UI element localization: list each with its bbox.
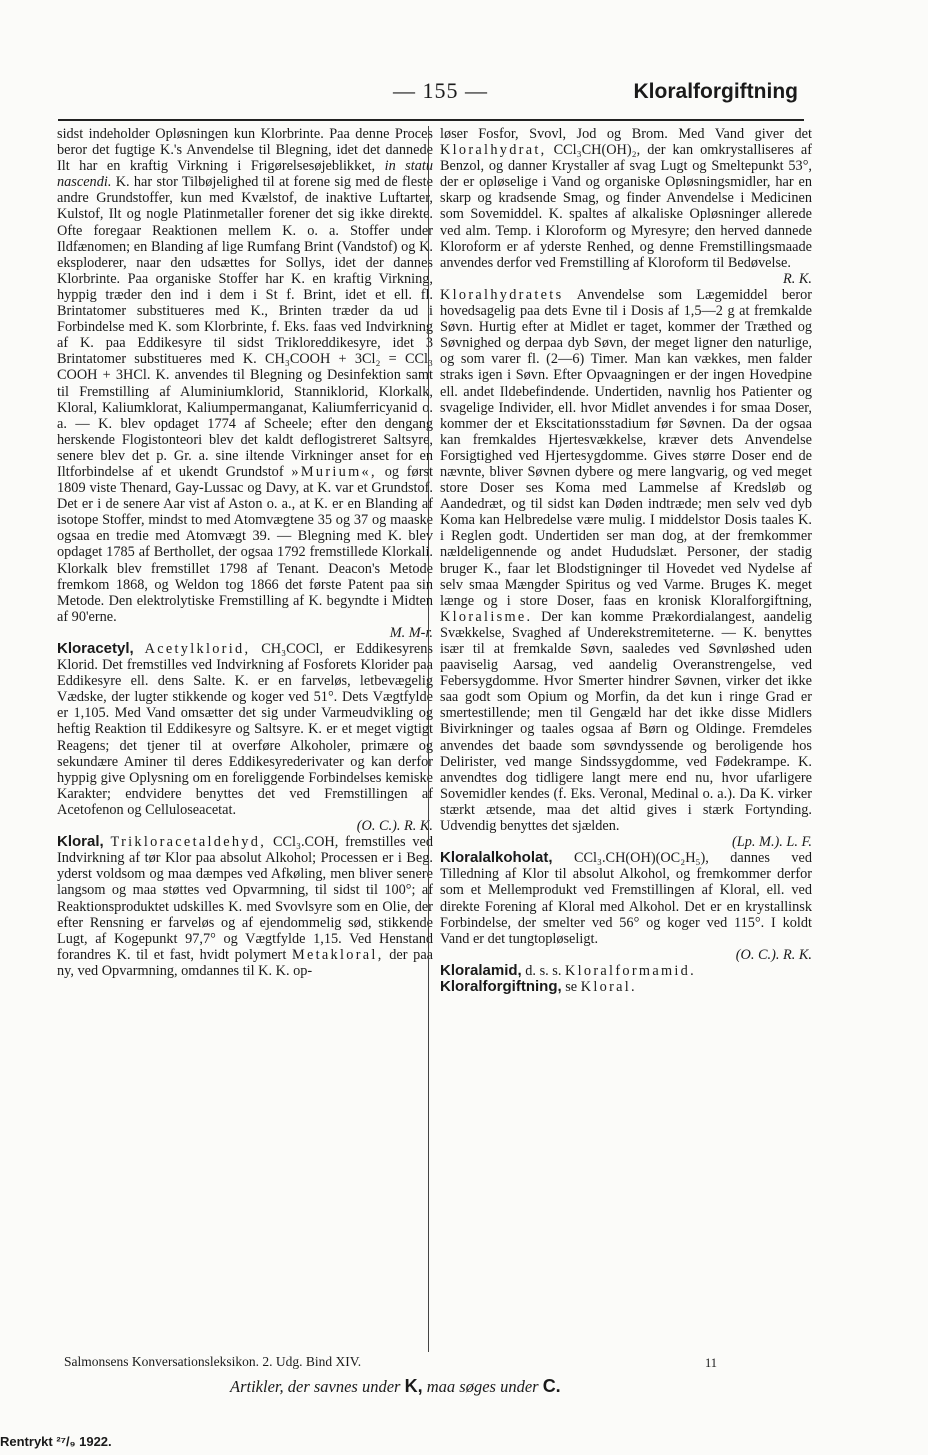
spaced-term: Kloralhydrat, [440, 142, 547, 159]
text: d. s. s. [525, 962, 562, 979]
note-text: Artikler, der savnes under [230, 1377, 401, 1396]
entry-kloralforgiftning [440, 979, 812, 995]
text: CCl₃CH(OH)₂, der kan omkrystalliseres af Benzol, og danner Krystaller af svag Lugt og Smeltepunkt 53°, der er opløselige i Vand og organiske Opløsningsmidler, har en skarp og kradsende Smag, og finder Anvendelse i Medicinen som Sovemiddel. K. spaltes af alkaliske Opløsninger allerede ved alm. Temp. i Kloroform og Myresyre; den herved dannede Kloroform er af yderste Renhed, og denne Fremstillingsmaade anvendes derfor ved Fremstilling af Kloroform til Bedøvelse. [440, 142, 812, 271]
author-signature: (O. C.). R. K. [356, 818, 433, 835]
running-head: Kloralforgiftning [633, 80, 798, 103]
publication-line: Salmonsens Konversationsleksikon. 2. Udg. Bind XIV. [64, 1354, 362, 1369]
note-text: maa søges under [426, 1377, 539, 1396]
text: og først 1809 viste Thenard, Gay-Lussac og Davy, at K. var et Grundstof. Det er i de senere Aar vist af Aston o. a., at K. er en Blanding af isotope Stoffer, mindst to med Atomvægtene 35 og 37 og maaske ogsaa en tredie med Atomvægt 39. — Blegning med K. blev opdaget 1785 af Berthollet, der ogsaa 1792 fremstillede Klorkali. Klorkalk blev fremstillet 1798 af Tenant. Deacon's Metode fremkom 1868, og Weldon tog 1866 det første Patent paa sin Metode. Den elektrolytiske Fremstilling af K. begyndte i Midten af 90'erne. [57, 463, 434, 625]
chlorine-article-continuation [57, 126, 433, 641]
kloralhydrat-usage [440, 287, 812, 850]
spaced-term: Kloralhydratets [440, 286, 564, 303]
text: CCl₃.COH, fremstilles ved Indvirkning af tør Klor paa absolut Alkohol; Processen er i Beg. yderst voldsom og maa dæmpes ved Afkøling, men bliver senere langsom og maa støttes ved Opvarmning, til sidst til 100°; af Reaktionsproduktet udskilles K. med Svovlsyre som en Olie, der efter Rensning er farveløs og af ejendommelig sød, stikkende Lugt, af Kogepunkt 97,7° og Vægtfylde 1,15. Ved Henstand forandres K. til et fast, hvidt polymert [57, 834, 434, 963]
author-signature: M. M-r. [389, 624, 433, 641]
spaced-term: Trikloracetaldehyd, [110, 834, 267, 851]
entry-kloral [57, 834, 433, 979]
spaced-term: Kloralformamid. [565, 962, 696, 979]
entry-title: Kloralamid, [440, 961, 522, 979]
column-divider [428, 126, 429, 1352]
text: CCl₃.CH(OH)(OC₂H₅), dannes ved Tilledning af Klor til absolut Alkohol, og fremkommer derfor som et Mellemprodukt ved Fremstillingen af Kloral, ell. ved direkte Forening af Kloral med Alkohol. Det er en krystallinsk Forbindelse, der smelter ved 56° og koger ved 115°. I koldt Vand er det tungtopløseligt. [440, 850, 812, 947]
text: Anvendelse som Lægemiddel beror hovedsagelig paa dets Evne til i Dosis af 1,5—2 g at fremkalde Søvn. Hurtig efter at Midlet er taget, kommer der Træthed og Søvnighed og derpaa dyb Søvn, der meget ligner den naturlige, og som varer fl. (2—6) Timer. Man kan vækkes, men falder straks igen i Søvn. Efter Opvaagningen er der ingen Hovedpine ell. andet Ildebefindende. Undertiden, navnlig hos Patienter og svagelige Individer, ell. hvor Midlet anvendes i for smaa Doser, kommer der et Ekscitationsstadium før Søvnen. Da der ogsaa kan fremkaldes Hjertesvækkelse, kræver dets Anvendelse Forsigtighed ved Hjertesygdomme. Gives større Doser end de nævnte, bliver Søvnen dybere og mere langvarig, og ved meget store Doser ses Koma med Lammelse af Kredsløb og Aandedræt, og til sidst kan Døden indtræde; men selv ved dyb Koma kan Helbredelse være mulig. I middelstor Dosis taales K. i Reglen godt. Undertiden ser man dog, at der fremkommer nældeligennende og andet Hududslæt. Personer, der stadig bruger K., faar let Blodstigninger til Hovedet ved Nydelse af selv smaa Mængder Spiritus og ved Varme. Bruges K. meget længe og i store Doser, faas en kronisk Kloralforgiftning, [440, 286, 812, 609]
sheet-number: 11 [705, 1356, 718, 1370]
spaced-term: Metakloral, [291, 946, 384, 963]
entry-title: Kloral, [57, 833, 104, 851]
note-letter-k: K, [404, 1376, 423, 1396]
reprint-date: Rentrykt ²⁷/₉ 1922. [0, 1434, 112, 1449]
spaced-term: Kloral. [580, 978, 637, 995]
entry-title: Kloracetyl, [57, 640, 134, 657]
page-header [393, 76, 798, 112]
text: løser Fosfor, Svovl, Jod og Brom. Med Vand giver det [440, 126, 812, 142]
kloral-continuation [440, 126, 812, 287]
entry-kloracetyl [57, 641, 433, 834]
spaced-term: Kloralisme. [440, 608, 533, 625]
entry-title: Kloralalkoholat, [440, 849, 553, 867]
right-column [440, 126, 812, 995]
page-number: — 155 — [393, 78, 488, 103]
note-letter-c: C. [542, 1376, 561, 1396]
text: se [565, 978, 578, 995]
author-signature: R. K. [783, 270, 812, 287]
italic-phrase: in statu nascendi. [57, 158, 433, 191]
text: der paa ny, ved Opvarmning, omdannes til K. K. op- [57, 946, 434, 979]
author-signature: (O. C.). R. K. [735, 946, 812, 963]
text: CH₃COCl, er Eddikesyrens Klorid. Det fremstilles ved Indvirkning af Fosforets Klorider paa Eddikesyre ell. dens Salte. K. er en farveløs, letbevægelig Vædske, der lugter stikkende og koger ved 51°. Dets Vægtfylde er 1,105. Med Vand omsætter det sig under Varmeudvikling og heftig Reaktion til Eddikesyre og Saltsyre. K. er et meget vigtigt Reagens; det tjener til at overføre Alkoholer, primære og sekundære Aminer til deres Eddikesyrederivater og kan derfor hyppig give Oplysning om en foreliggende Forbindelses kemiske Karakter; endvidere benyttes det ved Fremstillingen af Acetofenon og Celluloseacetat. [57, 641, 433, 818]
spaced-term: »Murium«, [291, 463, 377, 480]
footer-note [230, 1376, 561, 1397]
text: K. har stor Tilbøjelighed til at forene sig med de fleste andre Grundstoffer, kun med Kvælstof, de inaktive Luftarter, Kulstof, Ilt og nogle Platinmetaller forener det sig ikke direkte. Ofte foregaar Reaktionen mellem K. o. a. Stoffer under Ildfænomen; en Blanding af lige Rumfang Brint (Vandstof) og K. eksploderer, naar den udsættes for Sollys, idet der dannes Klorbrinte. Paa organiske Stoffer har K. en kraftig Virkning, hyppig træder den ind i dem i St f. Brint, idet et ell. fl. Brintatomer substitueres med K., Brinten træder da ud i Forbindelse med K. som Klorbrinte, f. Eks. faas ved Indvirkning af K. paa Eddikesyre til sidst Trikloreddikesyre, idet 3 Brintatomer substitueres med K. CH₃COOH + 3Cl₂ = CCl₃ COOH + 3HCl. K. anvendes til Blegning og Desinfektion samt til Fremstilling af Aluminiumklorid, Stanniklorid, Klorkalk, Kloral, Kaliumklorat, Kaliumpermanganat, Kaliumferricyanid o. a. — K. blev opdaget 1774 af Scheele; efter den dengang herskende Flogistonteori blev det kaldt deflogistreret Saltsyre, senere blev det p. Gr. a. sine iltende Virkninger anset for en Iltforbindelse af et ukendt Grundstof [57, 174, 433, 480]
text: sidst indeholder Opløsningen kun Klorbrinte. Paa denne Proces beror det fugtige K.'s Anvendelse til Blegning, idet det dannede Ilt har en kraftig Virkning i Frigørelsesøjeblikket, [57, 126, 433, 175]
entry-title: Kloralforgiftning, [440, 977, 562, 995]
entry-kloralalkoholat [440, 850, 812, 963]
text: Der kan komme Prækordialangest, aandelig Svækkelse, Svaghed af Underekstremiteterne. — K. benyttes især til at fremkalde Søvn, saaledes ved Søvnløshed uden paaviselig Aarsag, ved aandelig Overanstrengelse, ved Febersygdomme. Hvor Smerter hindrer Søvnen, virker det ikke saa godt som Opium og Morfin, da det kun i ringe Grad er smertestillende; men til Gengæld har det ikke disse Midlers Bivirkninger og taales ogsaa af Børn og Oldinge. Fremdeles anvendes det baade som søvndyssende og beroligende hos Delirister, ved mange Sindssygdomme, ved Fødekrampe. K. anvendtes dog tidligere langt mere end nu, hvor ufarligere Sovemidler kendes (f. Eks. Veronal, Medinal o. a.). Da K. virker stærkt ætsende, maa det altid gives i stærk Fortynding. Udvendig benyttes det sjælden. [440, 608, 812, 835]
spaced-term: Acetylklorid, [144, 641, 251, 657]
left-column [57, 126, 433, 979]
header-rule [58, 119, 804, 121]
entry-kloralamid [440, 963, 812, 979]
author-signature: (Lp. M.). L. F. [732, 834, 812, 851]
